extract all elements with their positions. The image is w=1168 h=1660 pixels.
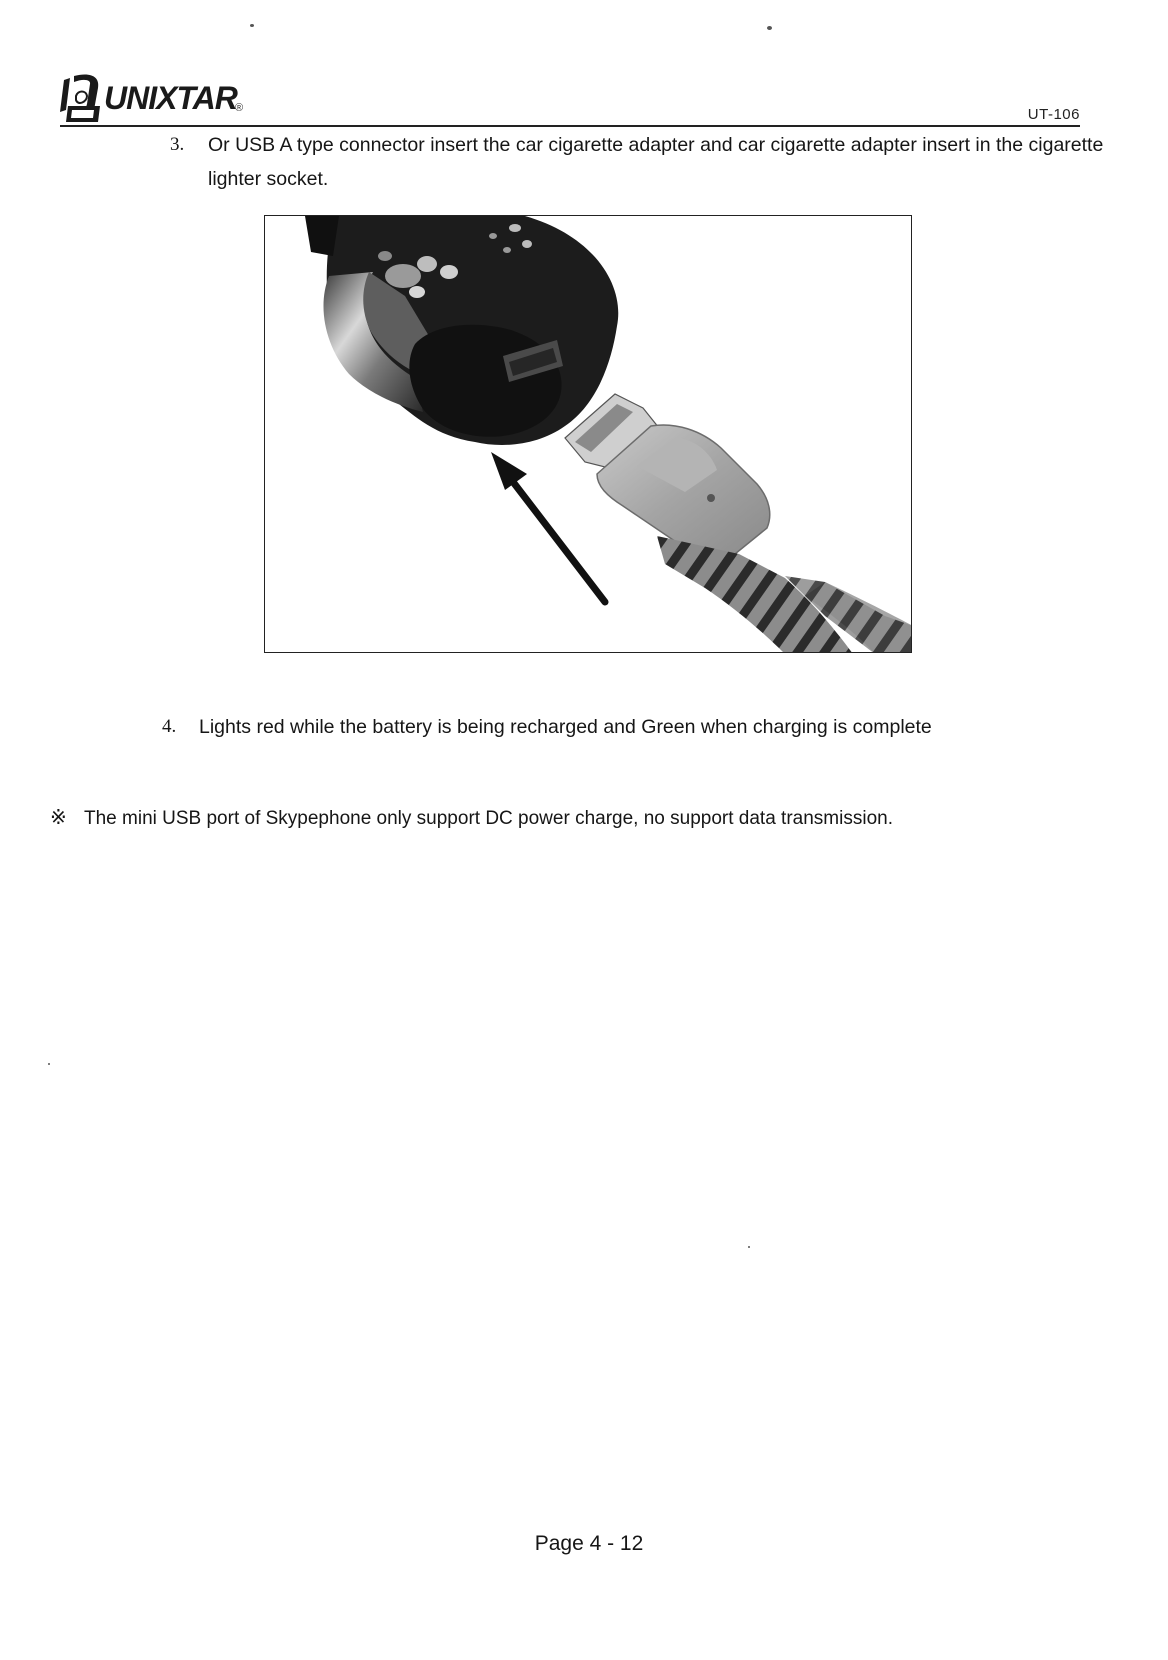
- note-mark-icon: ※: [50, 805, 67, 829]
- unixtar-logo: [60, 66, 250, 126]
- page-header: [60, 66, 1080, 128]
- step-4: [162, 710, 1122, 744]
- step-3-text: Or USB A type connector insert the car cigarette adapter and car cigarette adapter insert in the cigarette lighter socket.: [208, 134, 1104, 190]
- direction-arrow-icon: [491, 452, 605, 602]
- model-number: UT-106: [1027, 106, 1080, 123]
- usb-plug-into-car-adapter-illustration: [265, 216, 912, 653]
- registered-mark: ®: [235, 102, 244, 114]
- step-3-number: 3.: [170, 134, 185, 155]
- car-adapter-body: [305, 216, 618, 445]
- step-4-number: 4.: [162, 716, 177, 737]
- page-number: Page 4 - 12: [534, 1532, 644, 1555]
- usb-port-note: [50, 802, 1120, 834]
- note-text: The mini USB port of Skypephone only support DC power charge, no support data transmission.: [84, 808, 893, 829]
- header-rule: [60, 125, 1080, 127]
- brand-name: UNIXTAR: [104, 80, 237, 116]
- page-footer: [0, 1532, 1168, 1556]
- step-3: [170, 128, 1130, 196]
- logo-mark-icon: [60, 66, 106, 126]
- usb-a-plug: [565, 394, 912, 653]
- step-4-text: Lights red while the battery is being recharged and Green when charging is complete: [199, 716, 932, 738]
- usb-adapter-photo: [264, 215, 912, 653]
